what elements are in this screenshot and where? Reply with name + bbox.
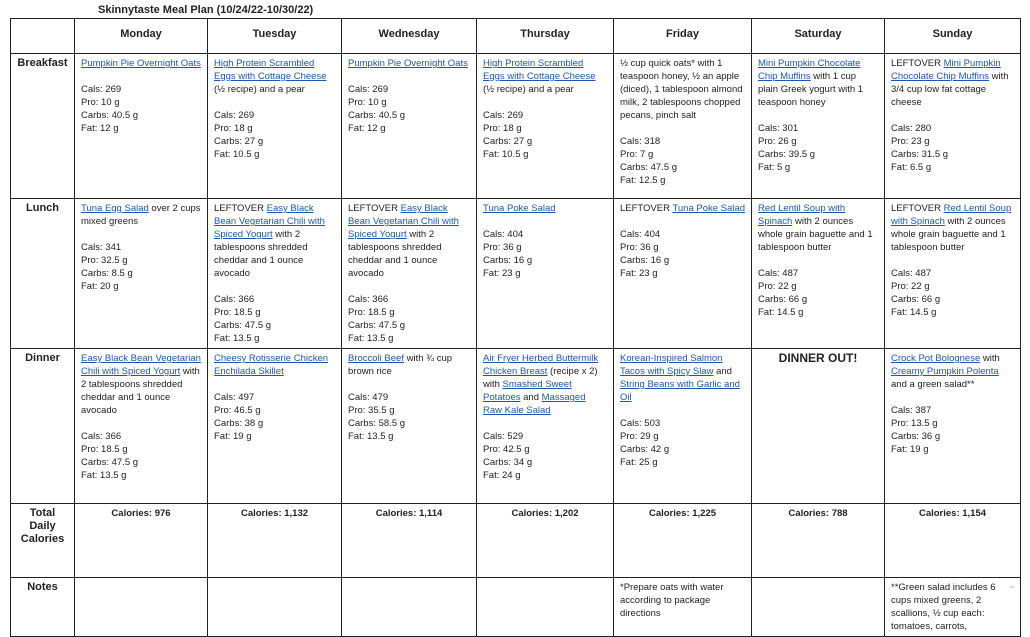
- meal-description: [758, 202, 878, 254]
- day-header: Monday: [75, 19, 208, 54]
- meal-text: LEFTOVER: [891, 203, 944, 214]
- meal-text: with 2 ounces whole grain baguette and 1 tablespoon butter: [891, 216, 1006, 253]
- lunch-cell: [752, 199, 885, 349]
- nutrition-info: [483, 228, 607, 280]
- nutrition-cals: Cals: 497: [214, 392, 255, 403]
- nutrition-cals: Cals: 269: [483, 110, 524, 121]
- total-calories-cell: Calories: 1,114: [342, 504, 477, 578]
- nutrition-pro: Pro: 42.5 g: [483, 444, 530, 455]
- total-calories-cell: Calories: 788: [752, 504, 885, 578]
- nutrition-carbs: Carbs: 8.5 g: [81, 268, 133, 279]
- nutrition-pro: Pro: 10 g: [348, 97, 387, 108]
- meal-text: (recipe x 2) with: [483, 366, 598, 390]
- breakfast-cell: [885, 54, 1021, 199]
- nutrition-fat: Fat: 14.5 g: [758, 307, 804, 318]
- notes-row: [11, 578, 1021, 637]
- total-calories-cell: Calories: 976: [75, 504, 208, 578]
- notes-cell: [477, 578, 614, 637]
- breakfast-cell: [208, 54, 342, 199]
- nutrition-pro: Pro: 18.5 g: [214, 307, 261, 318]
- nutrition-pro: Pro: 13.5 g: [891, 418, 938, 429]
- nutrition-info: [891, 122, 1014, 174]
- recipe-link[interactable]: Mini Pumpkin Chocolate Chip Muffins: [758, 58, 861, 82]
- meal-description: [348, 57, 470, 70]
- nutrition-carbs: Carbs: 27 g: [214, 136, 264, 147]
- dinner-cell: [342, 349, 477, 504]
- meal-description: [214, 352, 335, 378]
- nutrition-info: [620, 417, 745, 469]
- nutrition-carbs: Carbs: 42 g: [620, 444, 670, 455]
- lunch-cell: [208, 199, 342, 349]
- meal-description: [891, 352, 1014, 391]
- nutrition-pro: Pro: 10 g: [81, 97, 120, 108]
- meal-description: [483, 352, 607, 417]
- dinner-cell: [75, 349, 208, 504]
- nutrition-carbs: Carbs: 66 g: [891, 294, 941, 305]
- meal-text: LEFTOVER: [620, 203, 673, 214]
- recipe-link[interactable]: Crock Pot Bolognese: [891, 353, 981, 364]
- nutrition-fat: Fat: 19 g: [214, 431, 252, 442]
- nutrition-fat: Fat: 14.5 g: [891, 307, 937, 318]
- meal-text: LEFTOVER: [891, 58, 944, 69]
- nutrition-carbs: Carbs: 47.5 g: [348, 320, 406, 331]
- nutrition-cals: Cals: 366: [348, 294, 389, 305]
- recipe-link[interactable]: Broccoli Beef: [348, 353, 404, 364]
- dinner-cell: [614, 349, 752, 504]
- recipe-link[interactable]: Cheesy Rotisserie Chicken Enchilada Skillet: [214, 353, 329, 377]
- meal-description: [483, 202, 607, 215]
- page-title: Skinnytaste Meal Plan (10/24/22-10/30/22): [98, 4, 314, 16]
- nutrition-cals: Cals: 404: [483, 229, 524, 240]
- nutrition-fat: Fat: 12 g: [81, 123, 119, 134]
- meal-description: [620, 352, 745, 404]
- meal-description: [483, 57, 607, 96]
- nutrition-carbs: Carbs: 36 g: [891, 431, 941, 442]
- dinner-cell: [885, 349, 1021, 504]
- nutrition-cals: Cals: 503: [620, 418, 661, 429]
- corner-cell: [11, 19, 75, 54]
- meal-text: LEFTOVER: [348, 203, 401, 214]
- meal-description: [214, 57, 335, 96]
- notes-cell: [342, 578, 477, 637]
- nutrition-carbs: Carbs: 38 g: [214, 418, 264, 429]
- nutrition-carbs: Carbs: 39.5 g: [758, 149, 816, 160]
- breakfast-row: [11, 54, 1021, 199]
- recipe-link[interactable]: Easy Black Bean Vegetarian Chili with Spiced Yogurt: [348, 203, 459, 240]
- nutrition-cals: Cals: 366: [214, 294, 255, 305]
- day-header: Thursday: [477, 19, 614, 54]
- nutrition-pro: Pro: 46.5 g: [214, 405, 261, 416]
- nutrition-cals: Cals: 269: [348, 84, 389, 95]
- meal-text: with 1 cup plain Greek yogurt with 1 teaspoon honey: [758, 71, 864, 108]
- nutrition-carbs: Carbs: 16 g: [620, 255, 670, 266]
- meal-description: [891, 202, 1014, 254]
- recipe-link[interactable]: Creamy Pumpkin Polenta: [891, 366, 999, 377]
- nutrition-cals: Cals: 269: [214, 110, 255, 121]
- meal-text: over 2 cups mixed greens: [81, 203, 201, 227]
- dinner-cell: [208, 349, 342, 504]
- nutrition-info: [891, 404, 1014, 456]
- nutrition-pro: Pro: 18 g: [214, 123, 253, 134]
- nutrition-carbs: Carbs: 16 g: [483, 255, 533, 266]
- meal-plan-table: [10, 18, 1021, 637]
- meal-description: [758, 57, 878, 109]
- lunch-cell: [342, 199, 477, 349]
- nutrition-info: [214, 109, 335, 161]
- nutrition-pro: Pro: 29 g: [620, 431, 659, 442]
- recipe-link[interactable]: Easy Black Bean Vegetarian Chili with Spiced Yogurt: [81, 353, 201, 377]
- nutrition-carbs: Carbs: 40.5 g: [348, 110, 406, 121]
- row-label-notes: Notes: [11, 578, 75, 637]
- recipe-link[interactable]: Smashed Sweet Potatoes: [483, 379, 572, 403]
- nutrition-fat: Fat: 13.5 g: [214, 333, 260, 344]
- meal-text: and: [713, 366, 732, 377]
- day-header: Tuesday: [208, 19, 342, 54]
- nutrition-fat: Fat: 25 g: [620, 457, 658, 468]
- meal-description: [214, 202, 335, 280]
- meal-text: and: [520, 392, 542, 403]
- nutrition-pro: Pro: 23 g: [891, 136, 930, 147]
- nutrition-fat: Fat: 10.5 g: [214, 149, 260, 160]
- recipe-link[interactable]: String Beans with Garlic and Oil: [620, 379, 740, 403]
- meal-description: [81, 352, 201, 417]
- recipe-link[interactable]: Massaged Raw Kale Salad: [483, 392, 586, 416]
- nutrition-info: [81, 241, 201, 293]
- recipe-link[interactable]: Korean-Inspired Salmon Tacos with Spicy Slaw: [620, 353, 723, 377]
- meal-text: (½ recipe) and a pear: [483, 84, 574, 95]
- recipe-link[interactable]: Pumpkin Pie Overnight Oats: [348, 58, 468, 69]
- nutrition-carbs: Carbs: 40.5 g: [81, 110, 139, 121]
- note-text: *Prepare oats with water according to package directions: [620, 582, 724, 619]
- notes-cell: [208, 578, 342, 637]
- total-calories-cell: Calories: 1,132: [208, 504, 342, 578]
- nutrition-pro: Pro: 7 g: [620, 149, 654, 160]
- notes-cell: [885, 578, 1021, 637]
- nutrition-fat: Fat: 13.5 g: [81, 470, 127, 481]
- nutrition-pro: Pro: 22 g: [891, 281, 930, 292]
- nutrition-info: [620, 135, 745, 187]
- nutrition-cals: Cals: 479: [348, 392, 389, 403]
- nutrition-fat: Fat: 12 g: [348, 123, 386, 134]
- recipe-link[interactable]: High Protein Scrambled Eggs with Cottage Cheese: [214, 58, 327, 82]
- total-calories-cell: Calories: 1,202: [477, 504, 614, 578]
- nutrition-fat: Fat: 13.5 g: [348, 333, 394, 344]
- notes-cell: [752, 578, 885, 637]
- nutrition-info: [891, 267, 1014, 319]
- breakfast-cell: [752, 54, 885, 199]
- nutrition-fat: Fat: 13.5 g: [348, 431, 394, 442]
- nutrition-info: [483, 109, 607, 161]
- meal-text: ½ cup quick oats* with 1 teaspoon honey, ½ an apple (diced), 1 tablespoon almond milk, 2 tablespoons chopped pecans, pinch salt: [620, 58, 743, 121]
- breakfast-cell: [342, 54, 477, 199]
- recipe-link[interactable]: Mini Pumpkin Chocolate Chip Muffins: [891, 58, 1001, 82]
- nutrition-cals: Cals: 280: [891, 123, 932, 134]
- nutrition-pro: Pro: 22 g: [758, 281, 797, 292]
- nutrition-fat: Fat: 19 g: [891, 444, 929, 455]
- day-header: Saturday: [752, 19, 885, 54]
- nutrition-info: [348, 83, 470, 135]
- nutrition-pro: Pro: 32.5 g: [81, 255, 128, 266]
- dinner-out-cell: DINNER OUT!: [752, 349, 885, 504]
- nutrition-cals: Cals: 487: [758, 268, 799, 279]
- nutrition-info: [758, 267, 878, 319]
- row-label-lunch: Lunch: [11, 199, 75, 349]
- nutrition-pro: Pro: 36 g: [483, 242, 522, 253]
- nutrition-info: [81, 430, 201, 482]
- meal-description: [81, 202, 201, 228]
- meal-text: LEFTOVER: [214, 203, 267, 214]
- recipe-link[interactable]: Pumpkin Pie Overnight Oats: [81, 58, 201, 69]
- meal-text: with ¾ cup brown rice: [348, 353, 453, 377]
- nutrition-carbs: Carbs: 47.5 g: [81, 457, 139, 468]
- meal-description: [348, 202, 470, 280]
- nutrition-cals: Cals: 404: [620, 229, 661, 240]
- meal-text: with 2 tablespoons shredded cheddar and 1 ounce avocado: [81, 366, 200, 416]
- nutrition-info: [620, 228, 745, 280]
- notes-cell: [75, 578, 208, 637]
- meal-text: (½ recipe) and a pear: [214, 84, 305, 95]
- nutrition-cals: Cals: 318: [620, 136, 661, 147]
- recipe-link[interactable]: Red Lentil Soup with Spinach: [891, 203, 1012, 227]
- nutrition-fat: Fat: 20 g: [81, 281, 119, 292]
- nutrition-carbs: Carbs: 47.5 g: [214, 320, 272, 331]
- day-header: Wednesday: [342, 19, 477, 54]
- recipe-link[interactable]: Red Lentil Soup with Spinach: [758, 203, 846, 227]
- breakfast-cell: [75, 54, 208, 199]
- row-label-breakfast: Breakfast: [11, 54, 75, 199]
- meal-text: with 2 tablespoons shredded cheddar and 1 ounce avocado: [348, 229, 442, 279]
- lunch-row: [11, 199, 1021, 349]
- nutrition-cals: Cals: 487: [891, 268, 932, 279]
- nutrition-carbs: Carbs: 66 g: [758, 294, 808, 305]
- nutrition-cals: Cals: 301: [758, 123, 799, 134]
- breakfast-cell: [477, 54, 614, 199]
- nutrition-pro: Pro: 18.5 g: [348, 307, 395, 318]
- nutrition-info: [348, 391, 470, 443]
- nutrition-fat: Fat: 5 g: [758, 162, 791, 173]
- nutrition-fat: Fat: 12.5 g: [620, 175, 666, 186]
- dinner-cell: [477, 349, 614, 504]
- chevron-down-icon[interactable]: ⌄: [1009, 581, 1016, 590]
- total-calories-cell: Calories: 1,154: [885, 504, 1021, 578]
- nutrition-fat: Fat: 10.5 g: [483, 149, 529, 160]
- lunch-cell: [75, 199, 208, 349]
- recipe-link[interactable]: High Protein Scrambled Eggs with Cottage Cheese: [483, 58, 596, 82]
- row-label-total: Total Daily Calories: [11, 504, 75, 578]
- note-text: **Green salad includes 6 cups mixed greens, 2 scallions, ½ cup each: tomatoes, carrots,: [891, 582, 996, 632]
- recipe-link[interactable]: Tuna Egg Salad: [81, 203, 149, 214]
- nutrition-cals: Cals: 366: [81, 431, 122, 442]
- recipe-link[interactable]: Tuna Poke Salad: [672, 203, 745, 214]
- nutrition-carbs: Carbs: 27 g: [483, 136, 533, 147]
- notes-cell: [614, 578, 752, 637]
- total-calories-cell: Calories: 1,225: [614, 504, 752, 578]
- nutrition-pro: Pro: 36 g: [620, 242, 659, 253]
- lunch-cell: [477, 199, 614, 349]
- nutrition-cals: Cals: 387: [891, 405, 932, 416]
- nutrition-info: [81, 83, 201, 135]
- meal-text: with: [980, 353, 1000, 364]
- meal-text: with 2 ounces whole grain baguette and 1 tablespoon butter: [758, 216, 873, 253]
- meal-description: [891, 57, 1014, 109]
- recipe-link[interactable]: Air Fryer Herbed Buttermilk Chicken Breast: [483, 353, 599, 377]
- nutrition-pro: Pro: 18 g: [483, 123, 522, 134]
- lunch-cell: [614, 199, 752, 349]
- nutrition-carbs: Carbs: 58.5 g: [348, 418, 406, 429]
- meal-text: with 2 tablespoons shredded cheddar and 1 ounce avocado: [214, 229, 308, 279]
- meal-description: [620, 57, 745, 122]
- header-row: [11, 19, 1021, 54]
- nutrition-fat: Fat: 23 g: [620, 268, 658, 279]
- nutrition-info: [214, 293, 335, 345]
- nutrition-pro: Pro: 18.5 g: [81, 444, 128, 455]
- nutrition-carbs: Carbs: 31.5 g: [891, 149, 949, 160]
- nutrition-fat: Fat: 23 g: [483, 268, 521, 279]
- recipe-link[interactable]: Tuna Poke Salad: [483, 203, 556, 214]
- dinner-row: [11, 349, 1021, 504]
- nutrition-cals: Cals: 341: [81, 242, 122, 253]
- nutrition-info: [348, 293, 470, 345]
- nutrition-fat: Fat: 24 g: [483, 470, 521, 481]
- nutrition-carbs: Carbs: 47.5 g: [620, 162, 678, 173]
- nutrition-cals: Cals: 529: [483, 431, 524, 442]
- meal-text: with 3/4 cup low fat cottage cheese: [891, 71, 1009, 108]
- breakfast-cell: [614, 54, 752, 199]
- nutrition-carbs: Carbs: 34 g: [483, 457, 533, 468]
- meal-description: [81, 57, 201, 70]
- day-header: Sunday: [885, 19, 1021, 54]
- recipe-link[interactable]: Easy Black Bean Vegetarian Chili with Spiced Yogurt: [214, 203, 325, 240]
- meal-description: [620, 202, 745, 215]
- nutrition-info: [214, 391, 335, 443]
- nutrition-info: [758, 122, 878, 174]
- lunch-cell: [885, 199, 1021, 349]
- nutrition-cals: Cals: 269: [81, 84, 122, 95]
- nutrition-info: [483, 430, 607, 482]
- nutrition-fat: Fat: 6.5 g: [891, 162, 932, 173]
- meal-description: [348, 352, 470, 378]
- day-header: Friday: [614, 19, 752, 54]
- nutrition-pro: Pro: 35.5 g: [348, 405, 395, 416]
- total-row: [11, 504, 1021, 578]
- nutrition-pro: Pro: 26 g: [758, 136, 797, 147]
- meal-text: and a green salad**: [891, 379, 975, 390]
- row-label-dinner: Dinner: [11, 349, 75, 504]
